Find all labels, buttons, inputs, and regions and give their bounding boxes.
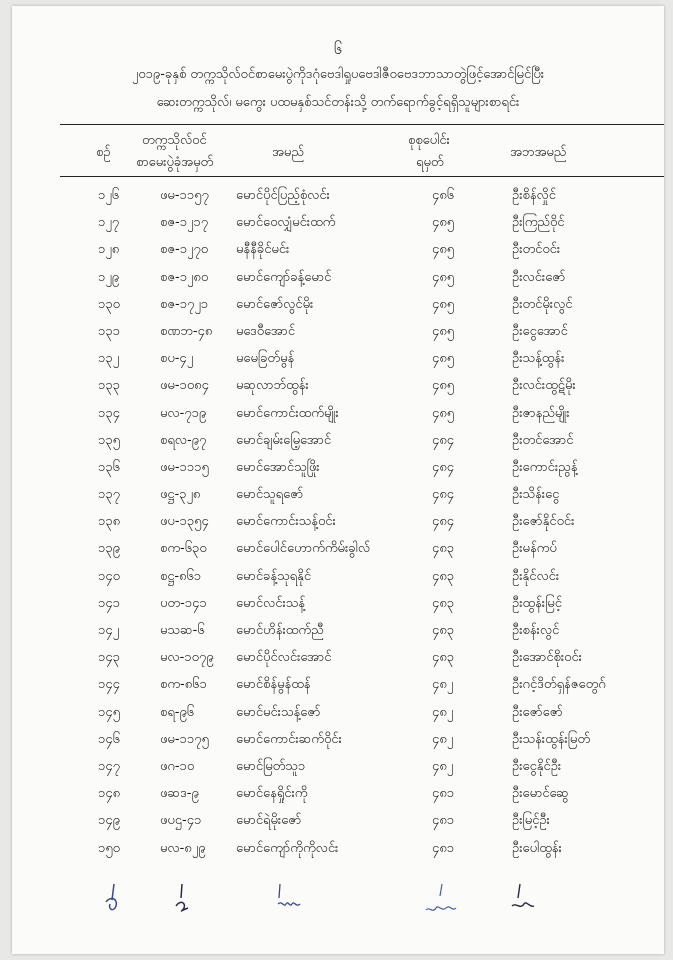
student-name: မောင်ကောင်းထက်မျိုး: [236, 405, 339, 421]
row-number: ၁၃၃: [98, 378, 120, 394]
row-number: ၁၄၉: [98, 813, 120, 829]
table-row: [12, 563, 664, 590]
total-score: ၄၈၂: [432, 677, 454, 693]
signature-mark: [422, 882, 460, 918]
father-name: ဦးငွေနိုင်ဦး: [512, 758, 562, 774]
student-name: မောင်ခန့်သုရနိုင်: [236, 568, 312, 584]
exam-id: စပ-၄၂: [160, 351, 194, 367]
total-score: ၄၈၁: [432, 786, 455, 802]
exam-id: ဖမ-၁၀၈၄: [160, 378, 209, 394]
exam-id: ဖမ-၁၁၁၅: [160, 459, 209, 475]
father-name: ဦးကောင်းညွန့်: [512, 459, 578, 475]
father-name: ဦးပေါထွန်း: [512, 840, 562, 856]
total-score: ၄၈၅: [432, 405, 455, 421]
signature-mark: [170, 882, 200, 916]
table-row: [12, 535, 664, 562]
table-row: [12, 835, 664, 862]
row-number: ၁၂၇: [98, 215, 120, 231]
exam-id: စဇ-၁၂၈၀: [160, 269, 209, 285]
exam-id: ဖမ-၁၁၇၅: [160, 731, 209, 747]
exam-id: စရလ-၉၇: [160, 432, 207, 448]
table-row: [12, 617, 664, 644]
student-name: မောင်အောင်သူဖြိုး: [236, 459, 320, 475]
student-name: မောင်ကောင်းသန့်ဝင်း: [236, 514, 336, 530]
total-score: ၄၈၅: [432, 296, 455, 312]
row-number: ၁၃၀: [98, 296, 120, 312]
father-name: ဦးမန်ကပ်: [512, 541, 557, 557]
exam-id: စက-၆၃၀: [160, 541, 207, 557]
header-name: အမည်: [272, 145, 304, 160]
table-row: [12, 508, 664, 535]
table-top-rule: [60, 124, 664, 125]
row-number: ၁၃၈: [98, 514, 121, 530]
exam-id: ဖဂ-၁၀: [160, 758, 195, 774]
student-name: မောင်ချမ်းမြေ့အောင်: [236, 432, 332, 448]
student-name: မဒေဝီအောင်: [236, 323, 296, 339]
row-number: ၁၃၇: [98, 487, 120, 503]
signature-mark: [506, 882, 540, 916]
table-row: [12, 209, 664, 236]
father-name: ဦးစန်းလွင်: [512, 623, 560, 638]
table-row: [12, 345, 664, 372]
father-name: ဦးဇော်နိုင်ဝင်း: [512, 514, 575, 530]
exam-id: ဖမ-၁၁၅၇: [160, 188, 209, 203]
table-row: [12, 318, 664, 345]
total-score: ၄၈၃: [432, 623, 455, 638]
total-score: ၄၈၃: [432, 541, 455, 557]
father-name: ဦးတင်အောင်: [512, 432, 574, 448]
table-row: [12, 590, 664, 617]
father-name: ဦးဇာနည်မျိုး: [512, 405, 570, 421]
row-number: ၁၄၅: [98, 704, 120, 720]
document-subtitle: ဆေးတက္ကသိုလ်၊ မကွေး ပထမနှစ်သင်တန်းသို့ တက်ရောက်ခွင့်ရရှိသူများစာရင်း: [156, 95, 520, 110]
student-name: မနီနီခိုင်မင်း: [236, 242, 290, 258]
table-row: [12, 699, 664, 726]
exam-id: မလ-၇၁၉: [160, 405, 207, 421]
row-number: ၁၄၆: [98, 731, 120, 747]
student-name: မောင်ပေါင်ဟောက်ကိမ်းခွါလ်: [236, 541, 371, 557]
header-exam-id-line2: စာမေးပွဲခုံအမှတ်: [136, 155, 214, 170]
row-number: ၁၃၁: [98, 323, 120, 339]
student-name: မောင်ဇော်လွင်မိုး: [236, 296, 314, 312]
document-title: ၂၀၁၉-ခုနှစ် တက္ကသိုလ်ဝင်စာမေးပွဲကိုဒဂုံဗေဒါရှုပဗေဒါဇီဝဗေဒဘာသာတွဲဖြင့်အောင်မြင်ပြီး: [131, 67, 545, 82]
father-name: ဦးသန်းထွန်းမြတ်: [512, 731, 590, 747]
row-number: ၁၂၆: [98, 188, 120, 203]
row-number: ၁၄၈: [98, 786, 121, 802]
row-number: ၁၄၃: [98, 650, 120, 666]
table-row: [12, 427, 664, 454]
student-name: မောင်ဝေလျှံမင်းထက်: [236, 215, 336, 231]
table-row: [12, 236, 664, 263]
father-name: ဦးမောင်ဆွေ: [512, 786, 569, 802]
student-name: မောင်ကျော်ခန့်မောင်: [236, 269, 332, 285]
exam-id: စဋ္ဌ-၈၆၁: [160, 568, 202, 584]
table-row: [12, 291, 664, 318]
row-number: ၁၃၉: [98, 541, 120, 557]
total-score: ၄၈၂: [432, 758, 454, 774]
exam-id: စက-၈၆၁: [160, 677, 207, 693]
row-number: ၁၂၈: [98, 242, 120, 258]
student-name: မမေခြတ်မွန်: [236, 351, 295, 367]
table-row: [12, 372, 664, 399]
exam-id: မလ-၁၀၇၉: [160, 650, 214, 666]
total-score: ၄၈၂: [432, 731, 454, 747]
table-row: [12, 671, 664, 698]
father-name: ဦးကြည်ဝိုင်: [512, 215, 565, 231]
row-number: ၁၄၄: [98, 677, 120, 693]
student-name: မောင်ပိုင်လင်းအောင်: [236, 650, 332, 666]
student-name: မောင်မြတ်သူ၁: [236, 758, 306, 774]
total-score: ၄၈၅: [432, 215, 455, 231]
total-score: ၄၈၅: [432, 323, 455, 339]
father-name: ဦးစိန်လှိုင်: [512, 188, 556, 203]
total-score: ၄၈၅: [432, 378, 455, 394]
father-name: ဦးလင်းထွဋ်မိုး: [512, 378, 576, 394]
header-score-line1: စုစုပေါင်း: [408, 133, 450, 148]
signature-mark: [100, 882, 130, 916]
table-row: [12, 182, 664, 209]
header-exam-id-line1: တက္ကသိုလ်ဝင်: [142, 133, 207, 148]
father-name: ဦးသိန်းငွေ: [512, 487, 560, 503]
exam-id: မလ-၈၂၉: [160, 840, 206, 856]
father-name: ဦးနိုင်လင်း: [512, 568, 560, 584]
header-no: စဉ်: [96, 145, 111, 160]
exam-id: စဇ-၁၂၁၇: [160, 215, 209, 231]
total-score: ၄၈၄: [432, 514, 455, 530]
father-name: ဦးငွေအောင်: [512, 323, 568, 339]
total-score: ၄၈၃: [432, 595, 455, 611]
table-row: [12, 726, 664, 753]
signature-mark: [272, 882, 306, 916]
row-number: ၁၃၆: [98, 459, 120, 475]
exam-id: စဇ-၁၂၇၀: [160, 242, 209, 258]
exam-id: စဏဘ-၄၈: [160, 323, 213, 339]
father-name: ဦးဇော်ဇော်: [512, 704, 563, 720]
exam-id: ပတ-၁၄၁: [160, 595, 207, 611]
table-row: [12, 481, 664, 508]
total-score: ၄၈၁: [432, 813, 455, 829]
page-number: ၆: [333, 40, 343, 58]
exam-id: ဖပ-၁၃၅၄: [160, 514, 209, 530]
student-name: မဆုလာဘ်ထွန်း: [236, 378, 309, 394]
row-number: ၁၃၄: [98, 405, 120, 421]
total-score: ၄၈၅: [432, 351, 455, 367]
header-score-line2: ရမှတ်: [416, 155, 444, 170]
father-name: ဦးဂင့်ဒိတ်ရှန်ဇတွေဂ်: [512, 677, 606, 693]
student-name: မောင်စိန်မွန်ထန်: [236, 677, 311, 693]
student-name: မောင်ကျော်ကိုကိုလင်း: [236, 840, 339, 856]
student-name: မောင်ရဲမိုးဇော်: [236, 813, 302, 829]
student-name: မောင်လင်းသန့်: [236, 595, 306, 611]
student-name: မောင်ဟိန်းထက်ညီ: [236, 623, 324, 638]
father-name: ဦးလင်းဇော်: [512, 269, 566, 285]
exam-id: မသဆ-၆: [160, 623, 205, 638]
father-name: ဦးအောင်စိုးဝင်း: [512, 650, 582, 666]
total-score: ၄၈၅: [432, 269, 455, 285]
total-score: ၄၈၄: [432, 459, 455, 475]
total-score: ၄၈၄: [432, 487, 455, 503]
father-name: ဦးသန့်ထွန်း: [512, 351, 565, 367]
table-row: [12, 644, 664, 671]
total-score: ၄၈၄: [432, 432, 455, 448]
total-score: ၄၈၃: [432, 650, 455, 666]
student-name: မောင်မင်းသန့်ဇော်: [236, 704, 321, 720]
father-name: ဦးထွန်းမြင့်: [512, 595, 562, 611]
row-number: ၁၃၅: [98, 432, 120, 448]
document-page: [12, 6, 664, 954]
table-row: [12, 753, 664, 780]
student-name: မောင်ကောင်းဆက်ဝိုင်း: [236, 731, 342, 747]
total-score: ၄၈၃: [432, 568, 455, 584]
total-score: ၄၈၅: [432, 242, 455, 258]
row-number: ၁၅၀: [98, 840, 120, 856]
student-name: မောင်နေရှိုင်းကို: [236, 786, 308, 802]
row-number: ၁၄၀: [98, 568, 120, 584]
row-number: ၁၄၇: [98, 758, 120, 774]
exam-id: စဇ-၁၇၂၁: [160, 296, 209, 312]
table-row: [12, 454, 664, 481]
row-number: ၁၂၉: [98, 269, 120, 285]
table-row: [12, 807, 664, 834]
total-score: ၄၈၁: [432, 840, 455, 856]
table-row: [12, 264, 664, 291]
exam-id: စရ-၉၆: [160, 704, 195, 720]
table-header-rule: [60, 176, 664, 177]
exam-id: ဖဋ္ဌ-၃၂၈: [160, 487, 201, 503]
total-score: ၄၈၂: [432, 704, 454, 720]
father-name: ဦးတင်မိုးလွင်: [512, 296, 573, 312]
exam-id: ဖဆဒ-၉: [160, 786, 199, 802]
student-name: မောင်သူရဇော်: [236, 487, 304, 503]
table-row: [12, 780, 664, 807]
table-body: [12, 182, 664, 862]
header-father: အဘအမည်: [510, 145, 567, 160]
row-number: ၁၄၁: [98, 595, 120, 611]
student-name: မောင်ပိုင်ပြည့်စုံလင်း: [236, 188, 330, 203]
table-row: [12, 400, 664, 427]
exam-id: ဖပဌ-၄၁: [160, 813, 202, 829]
father-name: ဦးတင်ဝင်း: [512, 242, 561, 258]
row-number: ၁၃၂: [98, 351, 120, 367]
total-score: ၄၈၆: [432, 188, 455, 203]
father-name: ဦးမြင့်ဦး: [512, 813, 550, 829]
row-number: ၁၄၂: [98, 623, 120, 638]
